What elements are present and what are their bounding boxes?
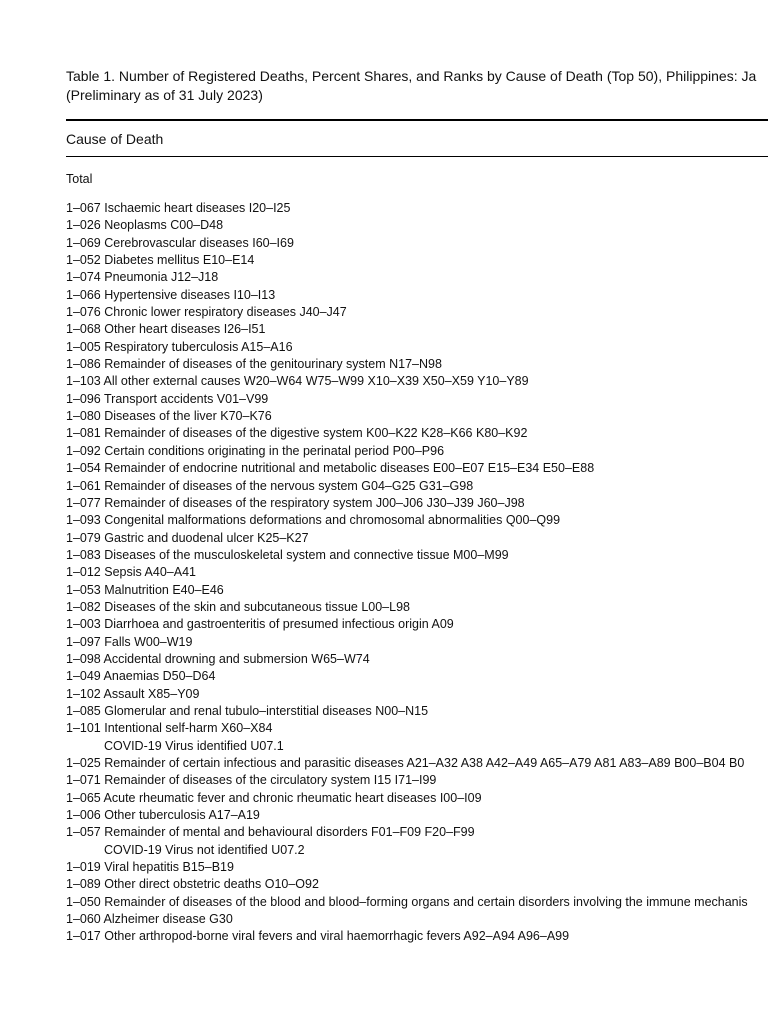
table-row: COVID-19 Virus identified U07.1 bbox=[104, 738, 284, 753]
table-row: 1–060 Alzheimer disease G30 bbox=[66, 912, 233, 927]
table-title bbox=[66, 67, 756, 105]
table-row: 1–053 Malnutrition E40–E46 bbox=[66, 582, 224, 597]
table-row: 1–097 Falls W00–W19 bbox=[66, 634, 193, 649]
table-row: 1–068 Other heart diseases I26–I51 bbox=[66, 322, 266, 337]
table-row: 1–102 Assault X85–Y09 bbox=[66, 686, 200, 701]
table-row: COVID-19 Virus not identified U07.2 bbox=[104, 842, 305, 857]
table-row: 1–076 Chronic lower respiratory diseases J40–J47 bbox=[66, 305, 347, 320]
total-row-label: Total bbox=[66, 172, 93, 186]
table-row: 1–079 Gastric and duodenal ulcer K25–K27 bbox=[66, 530, 309, 545]
table-row: 1–066 Hypertensive diseases I10–I13 bbox=[66, 287, 276, 302]
table-row: 1–096 Transport accidents V01–V99 bbox=[66, 391, 269, 406]
table-row: 1–071 Remainder of diseases of the circulatory system I15 I71–I99 bbox=[66, 773, 437, 788]
table-row: 1–067 Ischaemic heart diseases I20–I25 bbox=[66, 201, 291, 215]
table-row: 1–017 Other arthropod-borne viral fevers and viral haemorrhagic fevers A92–A94 A96–A99 bbox=[66, 929, 570, 944]
cause-of-death-list bbox=[66, 200, 768, 946]
table-row: 1–006 Other tuberculosis A17–A19 bbox=[66, 808, 260, 823]
table-row: 1–092 Certain conditions originating in the perinatal period P00–P96 bbox=[66, 443, 445, 458]
table-top-rule bbox=[66, 119, 768, 121]
table-row: 1–083 Diseases of the musculoskeletal system and connective tissue M00–M99 bbox=[66, 547, 509, 562]
table-row: 1–057 Remainder of mental and behavioural disorders F01–F09 F20–F99 bbox=[66, 825, 475, 840]
column-header-cause-of-death: Cause of Death bbox=[66, 131, 164, 147]
table-row: 1–101 Intentional self-harm X60–X84 bbox=[66, 721, 273, 736]
table-row: 1–026 Neoplasms C00–D48 bbox=[66, 218, 224, 233]
table-row: 1–065 Acute rheumatic fever and chronic rheumatic heart diseases I00–I09 bbox=[66, 790, 482, 805]
table-row: 1–074 Pneumonia J12–J18 bbox=[66, 270, 219, 285]
table-row: 1–077 Remainder of diseases of the respiratory system J00–J06 J30–J39 J60–J98 bbox=[66, 495, 525, 510]
table-row: 1–081 Remainder of diseases of the digestive system K00–K22 K28–K66 K80–K92 bbox=[66, 426, 528, 441]
table-row: 1–093 Congenital malformations deformations and chromosomal abnormalities Q00–Q99 bbox=[66, 513, 561, 528]
table-row: 1–050 Remainder of diseases of the blood and blood–forming organs and certain disorders involving the immune mechanis bbox=[66, 894, 748, 909]
table-title-line-1: Table 1. Number of Registered Deaths, Percent Shares, and Ranks by Cause of Death (Top 50), Philippines: Ja bbox=[66, 68, 757, 84]
table-row: 1–089 Other direct obstetric deaths O10–O92 bbox=[66, 877, 319, 892]
table-row: 1–103 All other external causes W20–W64 W75–W99 X10–X39 X50–X59 Y10–Y89 bbox=[66, 374, 529, 389]
table-row: 1–052 Diabetes mellitus E10–E14 bbox=[66, 253, 255, 268]
table-row: 1–025 Remainder of certain infectious and parasitic diseases A21–A32 A38 A42–A49 A65–A79 A81 A83–A89 B00–B04 B0 bbox=[66, 756, 745, 770]
table-title-line-2: (Preliminary as of 31 July 2023) bbox=[66, 87, 263, 103]
table-row: 1–082 Diseases of the skin and subcutaneous tissue L00–L98 bbox=[66, 599, 410, 614]
table-row: 1–085 Glomerular and renal tubulo–interstitial diseases N00–N15 bbox=[66, 703, 429, 718]
table-row: 1–049 Anaemias D50–D64 bbox=[66, 669, 216, 684]
table-row: 1–012 Sepsis A40–A41 bbox=[66, 565, 196, 580]
table-row: 1–098 Accidental drowning and submersion W65–W74 bbox=[66, 651, 370, 666]
table-row: 1–005 Respiratory tuberculosis A15–A16 bbox=[66, 339, 293, 354]
table-row: 1–061 Remainder of diseases of the nervous system G04–G25 G31–G98 bbox=[66, 478, 474, 493]
table-row: 1–086 Remainder of diseases of the genitourinary system N17–N98 bbox=[66, 357, 442, 372]
table-row: 1–069 Cerebrovascular diseases I60–I69 bbox=[66, 235, 294, 250]
table-row: 1–080 Diseases of the liver K70–K76 bbox=[66, 409, 272, 424]
table-row: 1–019 Viral hepatitis B15–B19 bbox=[66, 860, 234, 875]
table-row: 1–054 Remainder of endocrine nutritional and metabolic diseases E00–E07 E15–E34 E50–E88 bbox=[66, 461, 595, 476]
table-header-rule bbox=[66, 156, 768, 157]
table-row: 1–003 Diarrhoea and gastroenteritis of presumed infectious origin A09 bbox=[66, 617, 454, 632]
